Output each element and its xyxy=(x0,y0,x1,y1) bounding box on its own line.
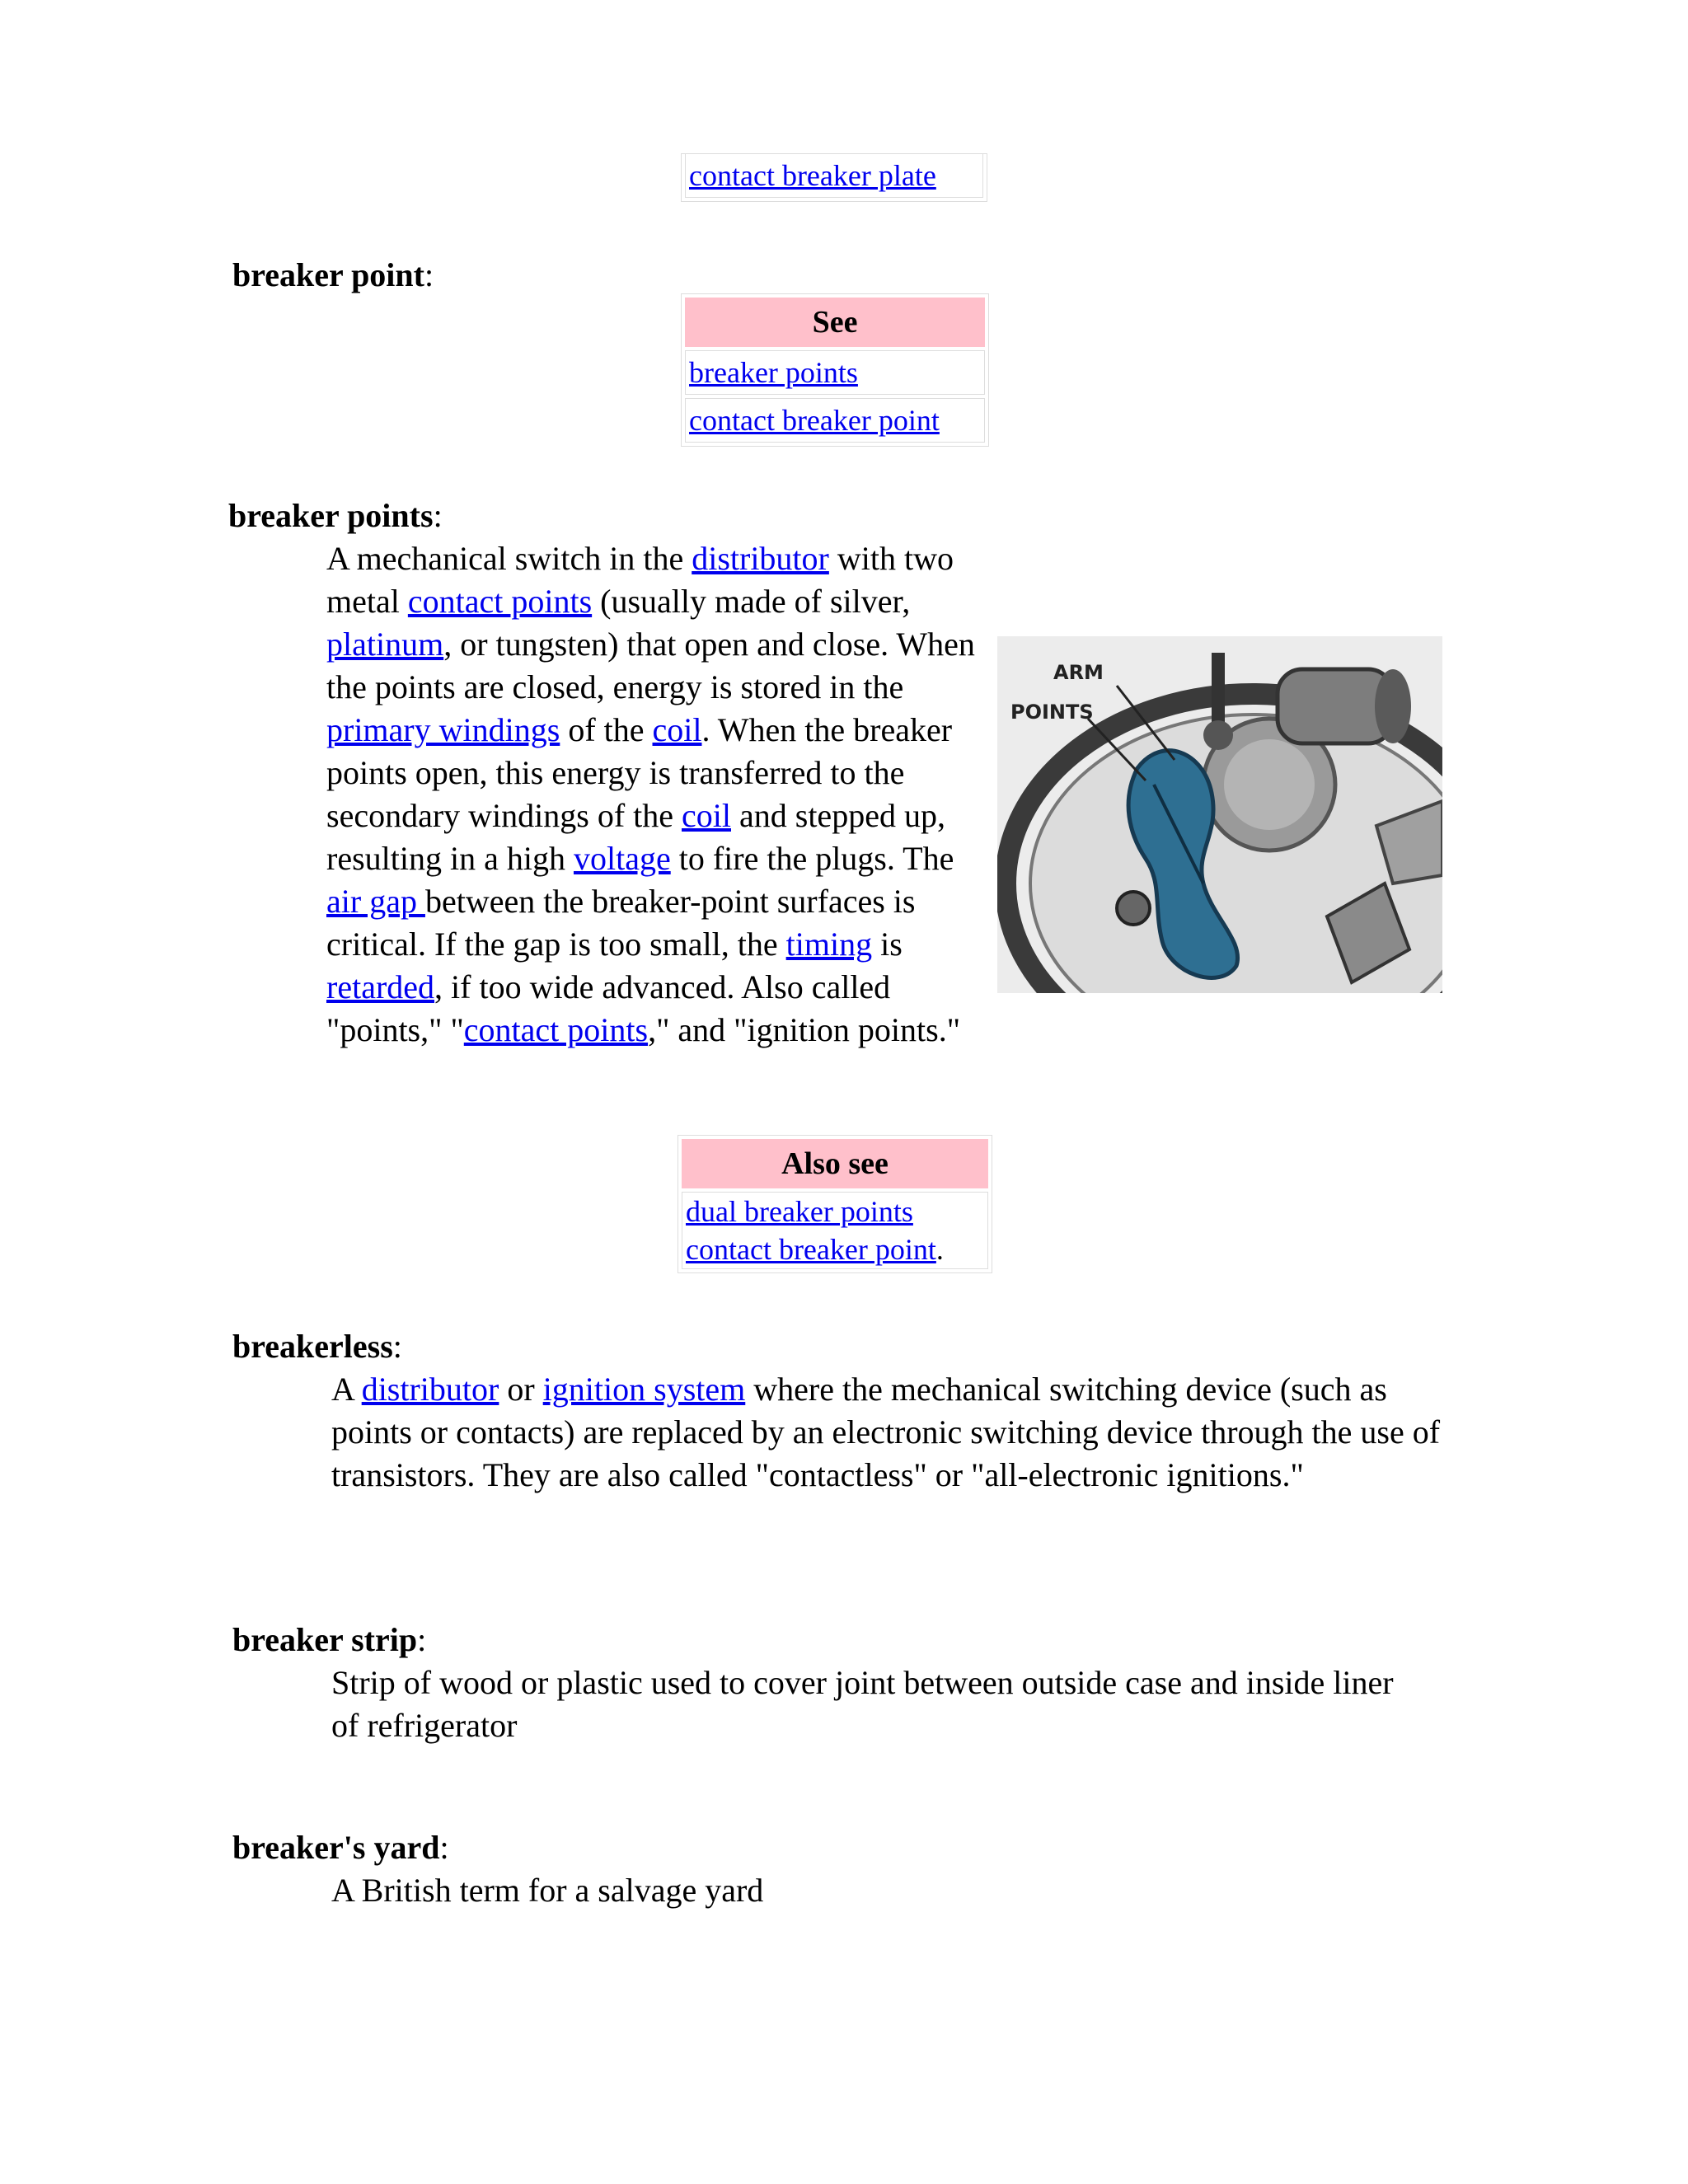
top-box-cell xyxy=(685,154,983,198)
distributor-link-2[interactable]: distributor xyxy=(361,1371,499,1408)
term-breaker-point xyxy=(232,254,434,297)
see-box-header: See xyxy=(685,298,985,347)
coil-link[interactable]: coil xyxy=(652,711,702,748)
contact-breaker-plate-link[interactable]: contact breaker plate xyxy=(689,159,936,192)
ignition-system-link[interactable]: ignition system xyxy=(542,1371,746,1408)
def-text: A xyxy=(331,1371,362,1408)
def-text: ," and "ignition points." xyxy=(648,1011,961,1048)
term-breaker-strip xyxy=(232,1619,426,1661)
see-box-cell-2 xyxy=(685,398,985,443)
contact-breaker-point-link-2[interactable]: contact breaker point xyxy=(686,1233,936,1266)
term-breakerless xyxy=(232,1325,402,1368)
definition-breaker-points xyxy=(326,537,989,1052)
def-text: or xyxy=(499,1371,543,1408)
term-colon: : xyxy=(392,1328,402,1365)
voltage-link[interactable]: voltage xyxy=(573,840,671,877)
figure-label-arm: ARM xyxy=(1053,661,1104,684)
contact-breaker-point-link[interactable]: contact breaker point xyxy=(689,404,940,437)
figure-label-points: POINTS xyxy=(1010,701,1094,724)
primary-windings-link[interactable]: primary windings xyxy=(326,711,560,748)
def-text: with two metal xyxy=(326,540,954,620)
breaker-points-link[interactable]: breaker points xyxy=(689,356,858,389)
def-text: between the breaker-point surfaces is critical. If the gap is too small, the xyxy=(326,883,916,963)
term-breakers-yard-label: breaker's yard xyxy=(232,1829,440,1866)
air-gap-link[interactable]: air gap xyxy=(326,883,425,920)
contact-points-link-2[interactable]: contact points xyxy=(463,1011,649,1048)
def-text: . When the breaker points open, this energy is transferred to the secondary windings of the xyxy=(326,711,953,834)
term-colon: : xyxy=(439,1829,449,1866)
def-text: and stepped up, resulting in a high xyxy=(326,797,945,877)
definition-breakers-yard: A British term for a salvage yard xyxy=(331,1872,764,1909)
contact-points-link[interactable]: contact points xyxy=(407,583,593,620)
term-colon: : xyxy=(417,1621,427,1658)
def-text: to fire the plugs. The xyxy=(670,840,954,877)
term-breaker-point-label: breaker point xyxy=(232,256,424,293)
breaker-points-illustration xyxy=(997,636,1442,993)
term-breakerless-label: breakerless xyxy=(232,1328,393,1365)
dual-breaker-points-link[interactable]: dual breaker points xyxy=(686,1195,913,1228)
distributor-link[interactable]: distributor xyxy=(692,540,829,577)
def-text: of the xyxy=(560,711,653,748)
term-breakers-yard xyxy=(232,1826,449,1869)
def-text: (usually made of silver, xyxy=(592,583,911,620)
also-see-box-cell xyxy=(682,1192,988,1269)
definition-breakerless xyxy=(331,1368,1452,1497)
term-colon: : xyxy=(433,497,443,534)
timing-link[interactable]: timing xyxy=(785,926,873,963)
also-see-trail: . xyxy=(935,1233,944,1266)
top-link-box xyxy=(681,153,987,202)
retarded-link[interactable]: retarded xyxy=(326,968,435,1005)
def-text: , if too wide advanced. Also called "points," " xyxy=(326,968,891,1048)
def-text: is xyxy=(872,926,903,963)
coil-link-2[interactable]: coil xyxy=(682,797,731,834)
term-breaker-strip-label: breaker strip xyxy=(232,1621,418,1658)
def-text: where the mechanical switching device (such as points or contacts) are replaced by an electronic switching device through the use of transistors. They are also called "contactless" or "all-electronic ignitions." xyxy=(331,1371,1441,1493)
see-box xyxy=(681,293,989,447)
term-breaker-points xyxy=(228,494,443,537)
also-see-box-header: Also see xyxy=(682,1139,988,1188)
term-breaker-points-label: breaker points xyxy=(228,497,434,534)
see-box-cell-1 xyxy=(685,350,985,395)
def-text: , or tungsten) that open and close. When the points are closed, energy is stored in the xyxy=(326,626,975,705)
platinum-link[interactable]: platinum xyxy=(326,626,444,663)
term-colon: : xyxy=(424,256,434,293)
definition-breaker-strip: Strip of wood or plastic used to cover joint between outside case and inside liner of refrigerator xyxy=(331,1664,1394,1744)
def-text: A mechanical switch in the xyxy=(326,540,692,577)
also-see-box xyxy=(678,1135,992,1273)
